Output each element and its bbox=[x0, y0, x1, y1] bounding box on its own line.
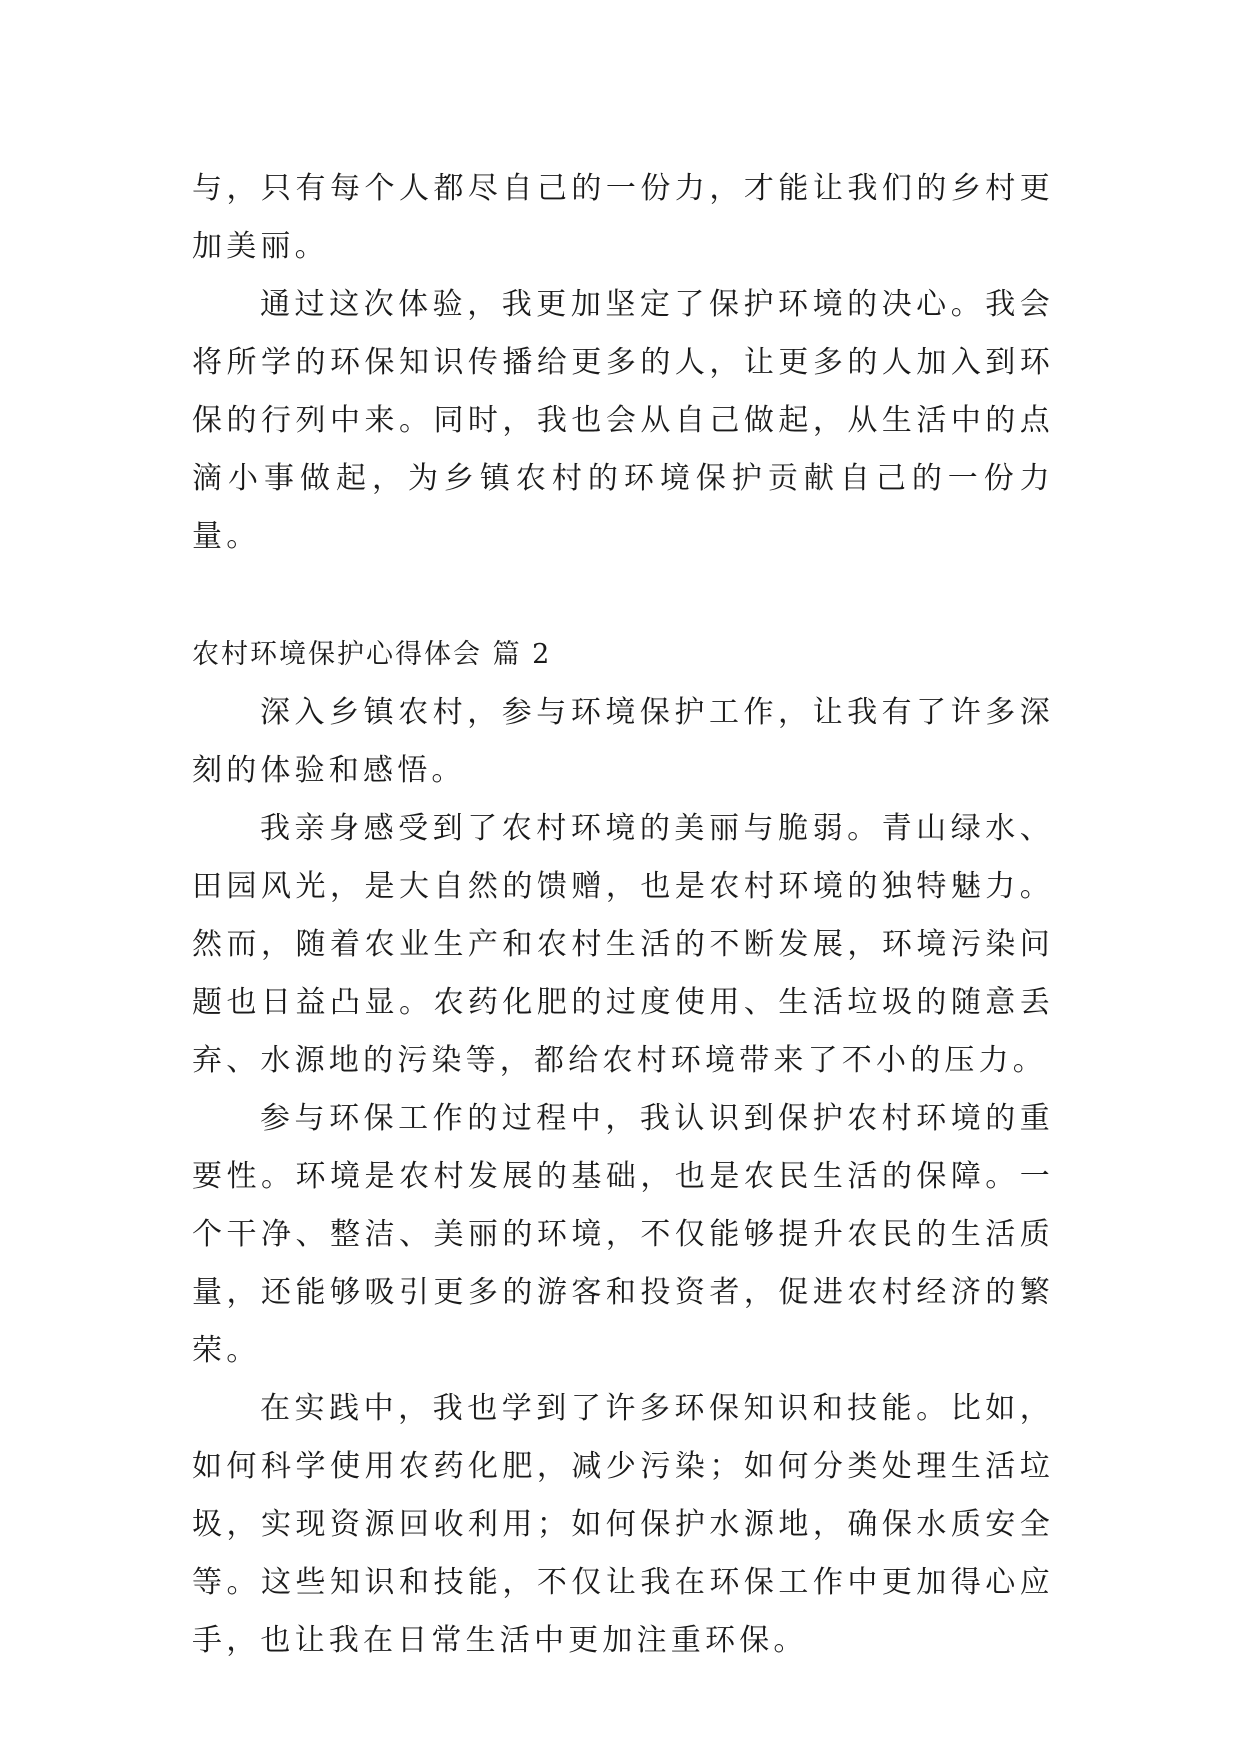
document-page bbox=[192, 160, 1054, 1670]
section-title: 农村环境保护心得体会 篇 2 bbox=[192, 639, 552, 670]
paragraph-intro: 深入乡镇农村，参与环境保护工作，让我有了许多深刻的体验和感悟。 bbox=[192, 695, 1054, 788]
paragraph-importance: 参与环保工作的过程中，我认识到保护农村环境的重要性。环境是农村发展的基础，也是农民生活的保障。一个干净、整洁、美丽的环境，不仅能够提升农民的生活质量，还能够吸引更多的游客和投资者，促进农村经济的繁荣。 bbox=[192, 1101, 1054, 1368]
paragraph-beauty-fragility: 我亲身感受到了农村环境的美丽与脆弱。青山绿水、田园风光，是大自然的馈赠，也是农村环境的独特魅力。然而，随着农业生产和农村生活的不断发展，环境污染问题也日益凸显。农药化肥的过度使用、生活垃圾的随意丢弃、水源地的污染等，都给农村环境带来了不小的压力。 bbox=[192, 811, 1054, 1078]
paragraph-continuation: 与，只有每个人都尽自己的一份力，才能让我们的乡村更加美丽。 bbox=[192, 171, 1054, 264]
paragraph-knowledge: 在实践中，我也学到了许多环保知识和技能。比如，如何科学使用农药化肥，减少污染；如何分类处理生活垃圾，实现资源回收利用；如何保护水源地，确保水质安全等。这些知识和技能，不仅让我在环保工作中更加得心应手，也让我在日常生活中更加注重环保。 bbox=[192, 1391, 1054, 1658]
paragraph-resolve: 通过这次体验，我更加坚定了保护环境的决心。我会将所学的环保知识传播给更多的人，让更多的人加入到环保的行列中来。同时，我也会从自己做起，从生活中的点滴小事做起，为乡镇农村的环境保护贡献自己的一份力量。 bbox=[192, 287, 1054, 554]
section-spacer bbox=[192, 566, 1054, 626]
